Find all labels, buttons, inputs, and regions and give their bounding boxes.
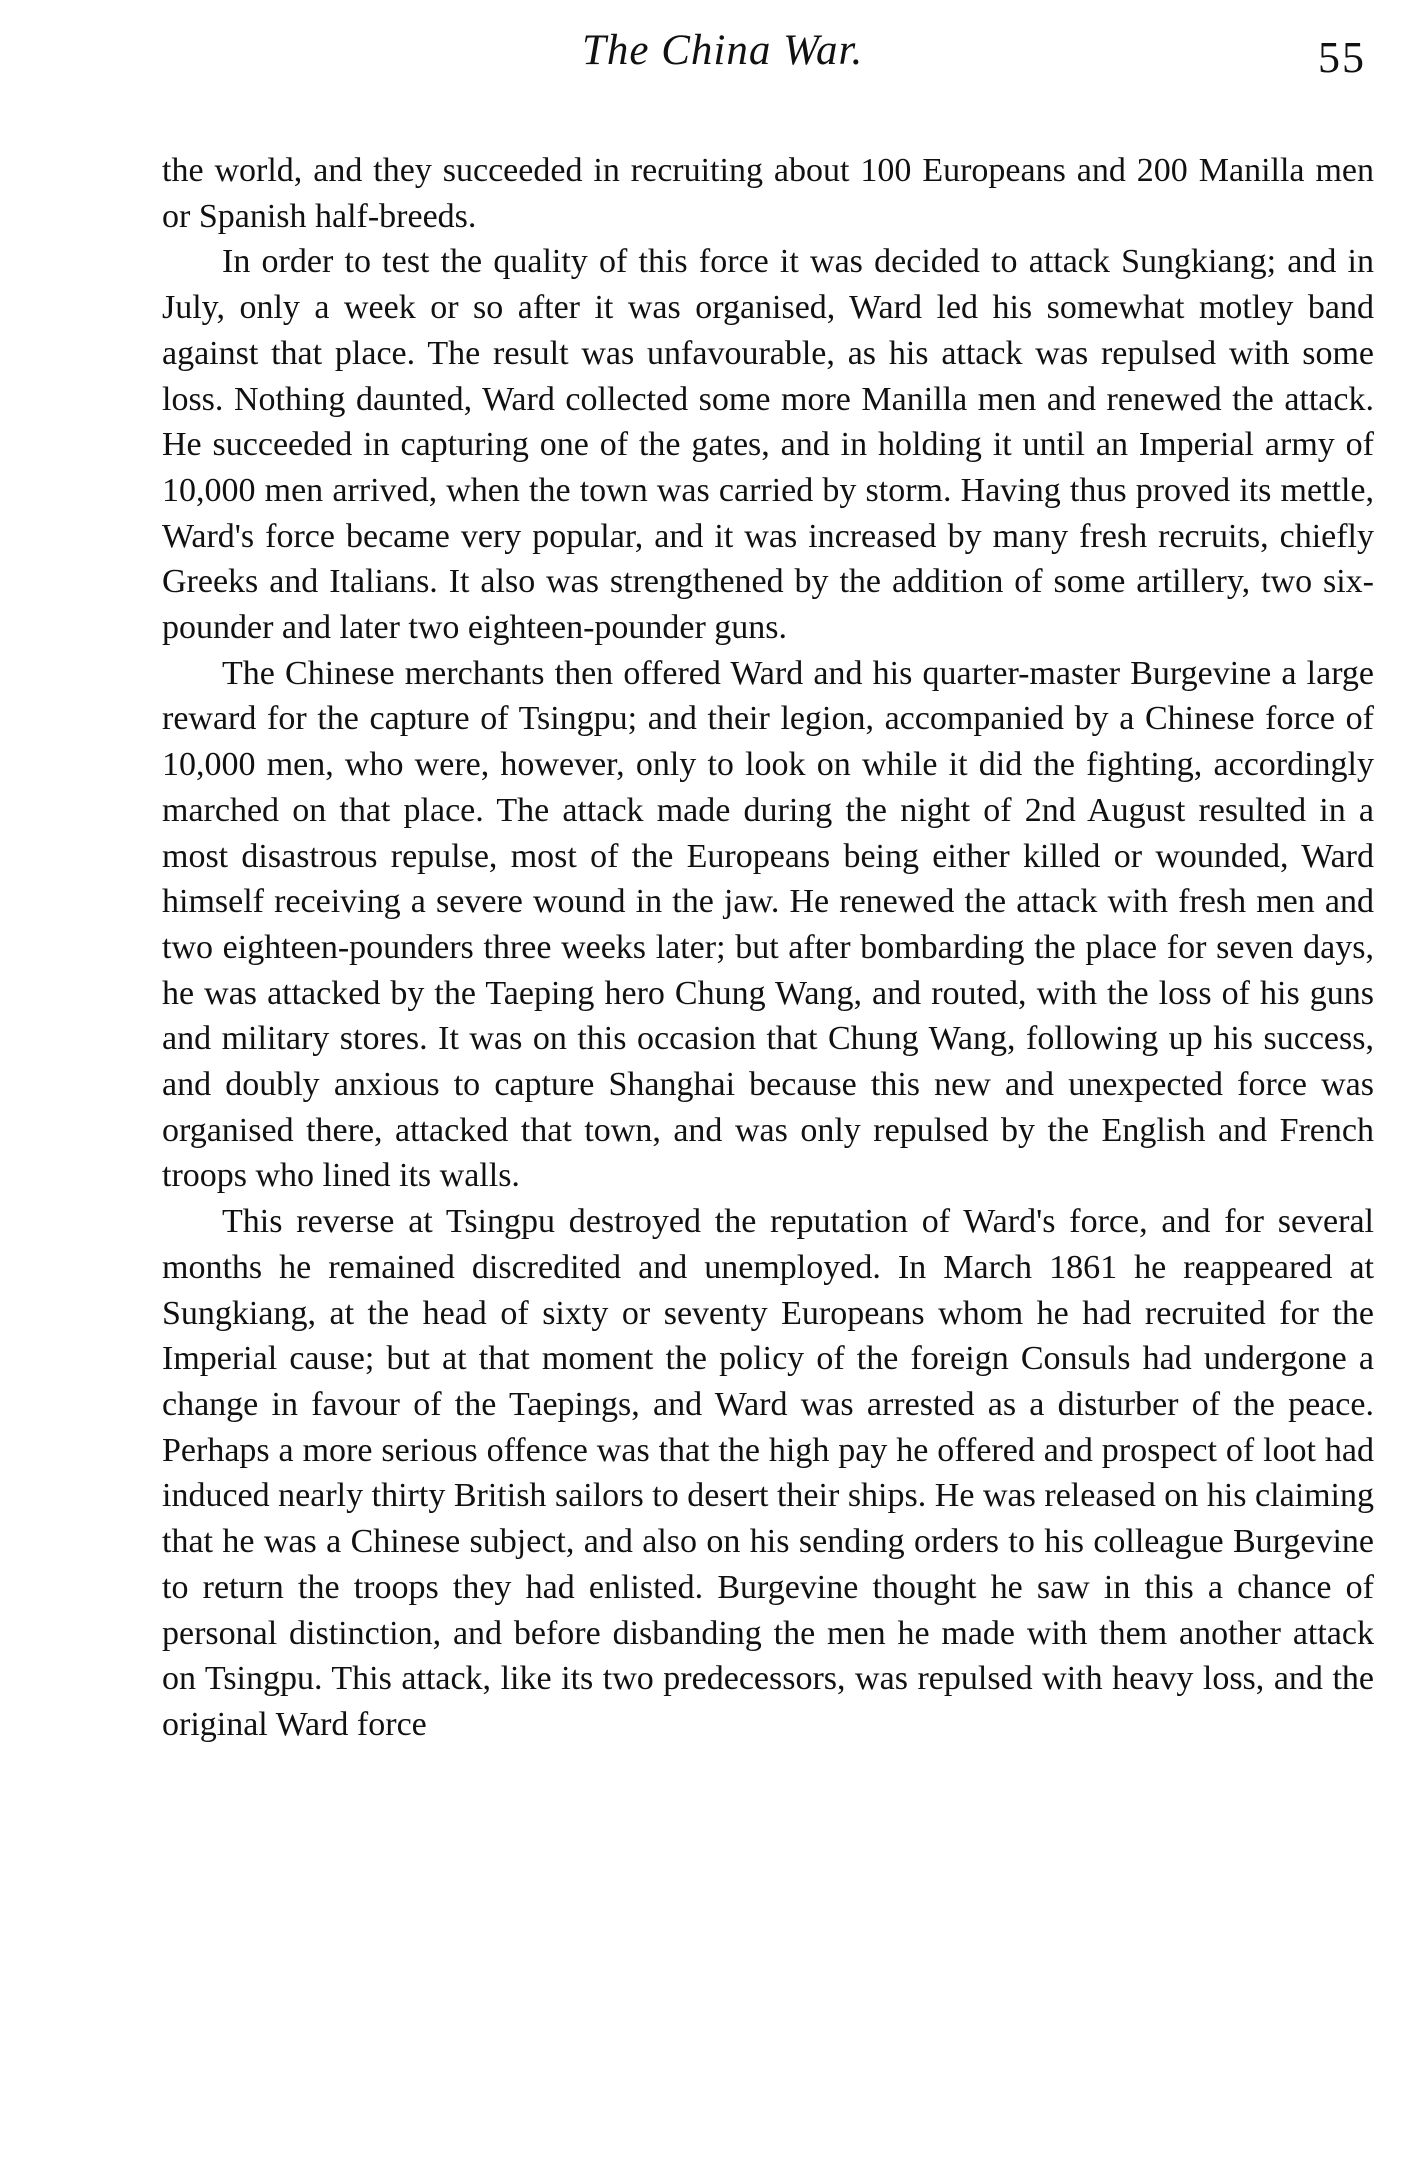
page-number: 55 xyxy=(1318,33,1366,82)
paragraph-continued: the world, and they succeeded in recruiting about 100 Europeans and 200 Manilla men or Spanish half-breeds. xyxy=(162,152,1374,235)
paragraph-ward-reverse: This reverse at Tsingpu destroyed the reputation of Ward's force, and for several months he remained discredited and unemployed. In March 1861 he reappeared at Sungkiang, at the head of sixty or seventy Europeans whom he had recruited for the Imperial cause; but at that moment the policy of the foreign Consuls had undergone a change in favour of the Taepings, and Ward was arrested as a disturber of the peace. Perhaps a more serious offence was that the high pay he offered and prospect of loot had induced nearly thirty British sailors to desert their ships. He was released on his claiming that he was a Chinese subject, and also on his sending orders to his colleague Burgevine to return the troops they had enlisted. Burgevine thought he saw in this a chance of personal distinction, and before disbanding the men he made with them another attack on Tsingpu. This attack, like its two predecessors, was repulsed with heavy loss, and the original Ward force xyxy=(162,1203,1374,1743)
running-head xyxy=(162,22,1374,102)
body-text xyxy=(162,148,1374,1748)
paragraph-tsingpu-attack: The Chinese merchants then offered Ward and his quarter-master Burgevine a large reward for the capture of Tsingpu; and their legion, accompanied by a Chinese force of 10,000 men, who were, however, only to look on while it did the fighting, accordingly marched on that place. The attack made during the night of 2nd August resulted in a most disastrous repulse, most of the Europeans being either killed or wounded, Ward himself receiving a severe wound in the jaw. He renewed the attack with fresh men and two eighteen-pounders three weeks later; but after bombarding the place for seven days, he was attacked by the Taeping hero Chung Wang, and routed, with the loss of his guns and military stores. It was on this occasion that Chung Wang, following up his success, and doubly anxious to capture Shanghai because this new and unexpected force was organised there, attacked that town, and was only repulsed by the English and French troops who lined its walls. xyxy=(162,654,1374,1195)
running-title: The China War. xyxy=(582,27,864,74)
paragraph-sungkiang-attack: In order to test the quality of this force it was decided to attack Sungkiang; and in July, only a week or so after it was organised, Ward led his somewhat motley band against that place. The result was unfavourable, as his attack was repulsed with some loss. Nothing daunted, Ward collected some more Manilla men and renewed the attack. He succeeded in capturing one of the gates, and in holding it until an Imperial army of 10,000 men arrived, when the town was carried by storm. Having thus proved its mettle, Ward's force became very popular, and it was increased by many fresh recruits, chiefly Greeks and Italians. It also was strengthened by the addition of some artillery, two six-pounder and later two eighteen-pounder guns. xyxy=(162,243,1374,647)
